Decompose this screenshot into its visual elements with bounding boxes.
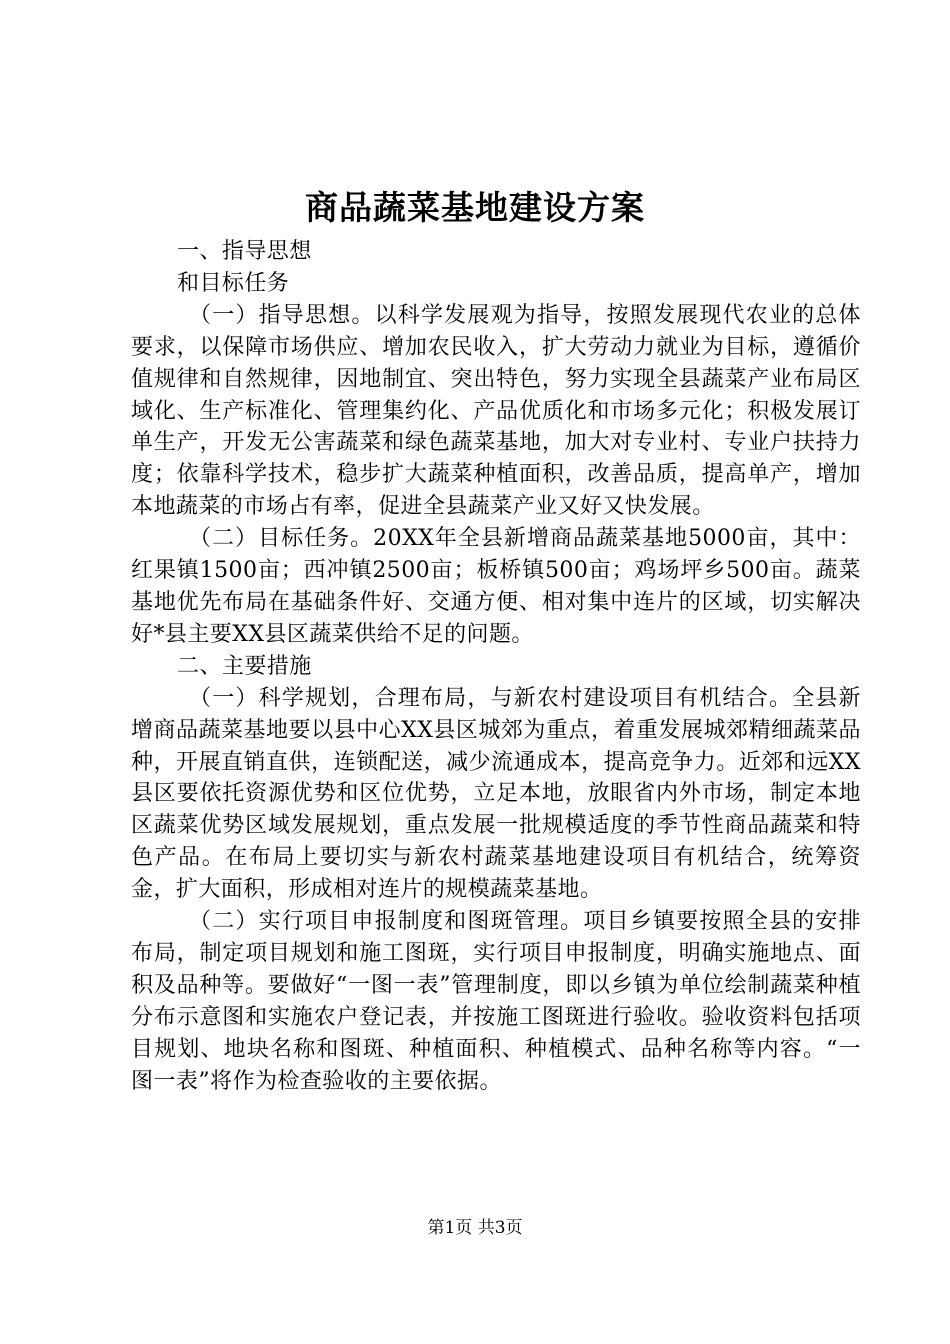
document-body	[131, 236, 861, 1097]
section-heading-main-measures: 二、主要措施	[177, 653, 312, 679]
section-heading-guiding-ideology: 一、指导思想	[177, 239, 312, 264]
paragraph-target-tasks: （二）目标任务。20XX年全县新增商品蔬菜基地5000亩，其中：红果镇1500亩；西冲镇2500亩；板桥镇500亩；鸡场坪乡500亩。蔬菜基地优先布局在基础条件好、交通方便、相对集中连片的区域，切实解决好*县主要XX县区蔬菜供给不足的问题。	[131, 526, 861, 647]
section-heading-goals: 和目标任务	[177, 270, 290, 296]
document-title: 商品蔬菜基地建设方案	[305, 188, 645, 227]
paragraph-project-declaration: （二）实行项目申报制度和图斑管理。项目乡镇要按照全县的安排布局，制定项目规划和施工图斑，实行项目申报制度，明确实施地点、面积及品种等。要做好“一图一表”管理制度，即以乡镇为单位绘制蔬菜种植分布示意图和实施农户登记表，并按施工图斑进行验收。验收资料包括项目规划、地块名称和图斑、种植面积、种植模式、品种名称等内容。“一图一表”将作为检查验收的主要依据。	[131, 909, 861, 1094]
paragraph-planning-layout: （一）科学规划，合理布局，与新农村建设项目有机结合。全县新增商品蔬菜基地要以县中心XX县区城郊为重点，着重发展城郊精细蔬菜品种，开展直销直供，连锁配送，减少流通成本，提高竞争力。近郊和远XX县区要依托资源优势和区位优势，立足本地，放眼省内外市场，制定本地区蔬菜优势区域发展规划，重点发展一批规模适度的季节性商品蔬菜和特色产品。在布局上要切实与新农村蔬菜基地建设项目有机结合，统筹资金，扩大面积，形成相对连片的规模蔬菜基地。	[131, 685, 861, 903]
paragraph-guiding-ideology: （一）指导思想。以科学发展观为指导，按照发展现代农业的总体要求，以保障市场供应、增加农民收入，扩大劳动力就业为目标，遵循价值规律和自然规律，因地制宜、突出特色，努力实现全县蔬菜产业布局区域化、生产标准化、管理集约化、产品优质化和市场多元化；积极发展订单生产，开发无公害蔬菜和绿色蔬菜基地，加大对专业村、专业户扶持力度；依靠科学技术，稳步扩大蔬菜种植面积，改善品质，提高单产，增加本地蔬菜的市场占有率，促进全县蔬菜产业又好又快发展。	[131, 302, 861, 520]
page-footer: 第1页 共3页	[427, 1218, 523, 1238]
